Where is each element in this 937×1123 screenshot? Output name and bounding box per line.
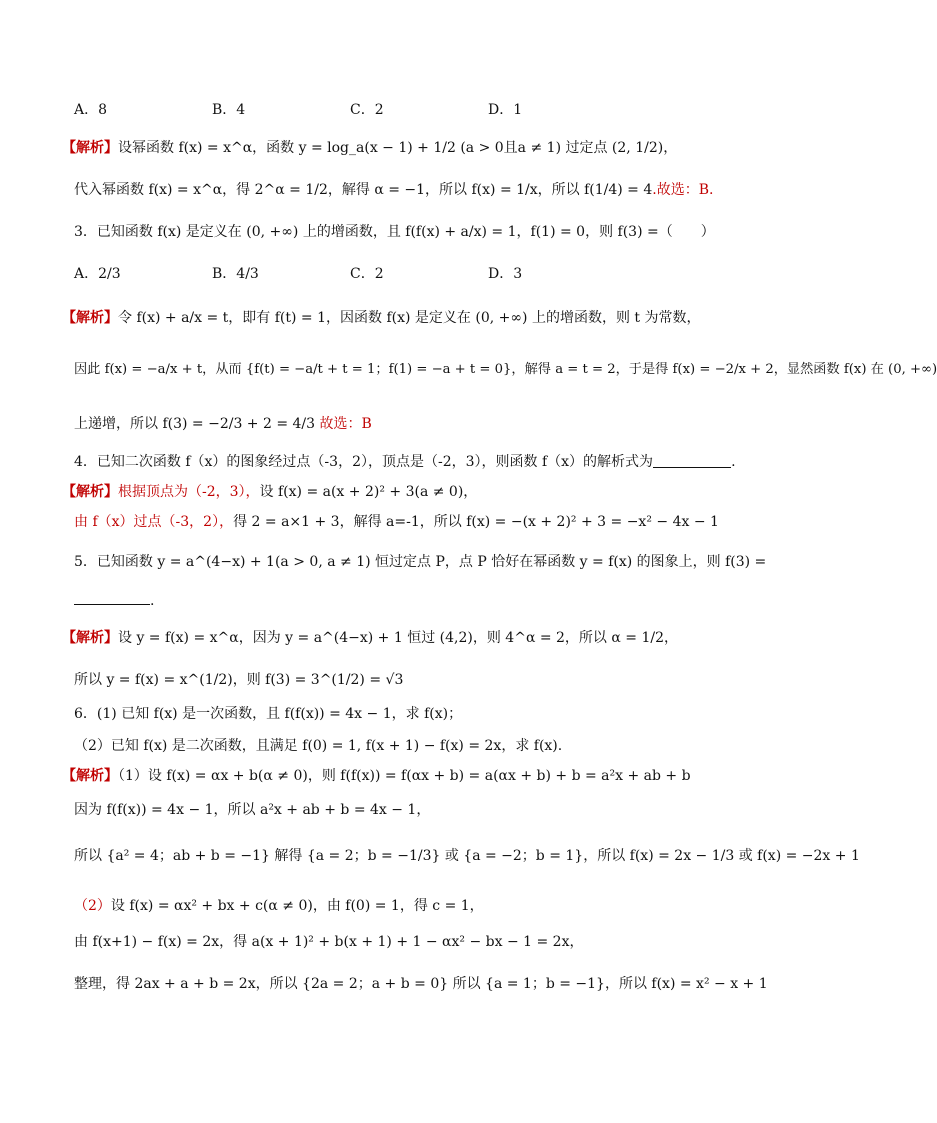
q6-part-1: 6．(1) 已知 f(x) 是一次函数，且 f(f(x)) = 4x − 1，求 f(x)； [74,706,463,722]
q5-solution-line-1 [62,628,734,648]
q3-options [74,264,734,284]
q2-answer: .故选：B. [652,182,714,198]
q6-solution-line-4 [74,896,734,916]
q4-solution-line-2 [74,512,734,532]
q6-solution-text-4a: （2） [74,898,111,914]
q6-solution-line-1 [62,766,734,786]
q6-solution-text-1b: 则 f(f(x)) = f(αx + b) = a(αx + b) + b = a²x + ab + b [321,768,691,784]
q2-solution-text-2: 代入幂函数 f(x) = x^α，得 2^α = 1/2，解得 α = −1，所以 f(x) = 1/x，所以 f(1/4) = 4 [74,182,653,198]
q2-solution-text-1: 设幂函数 f(x) = x^α，函数 y = log_a(x − 1) + 1/2 (a > 0且a ≠ 1) 过定点 (2, 1/2)， [118,140,678,156]
q4-solution-text-1b: 设 f(x) = a(x + 2)² + 3(a ≠ 0)， [259,484,478,500]
q3-option-b: B．4/3 [212,266,259,282]
q4-stem: 4．已知二次函数 f（x）的图象经过点（-3，2），顶点是（-2，3），则函数 f（x）的解析式为 . [74,454,736,470]
q6-solution-line-3: 所以 {a² = 4；ab + b = −1} 解得 {a = 2；b = −1/3} 或 {a = −2；b = 1}，所以 f(x) = 2x − 1/3 或 f(x) = −2x + 1 [74,848,860,864]
q5-answer-blank-line: . [74,590,734,611]
q4-solution-line-1 [62,482,734,502]
q6-solution-line-5: 由 f(x+1) − f(x) = 2x，得 a(x + 1)² + b(x + 1) + 1 − αx² − bx − 1 = 2x， [74,934,584,950]
q2-solution-line-1 [62,138,734,158]
q3-answer: 故选：B [319,416,372,432]
q3-stem: 3．已知函数 f(x) 是定义在 (0, +∞) 上的增函数，且 f(f(x) + a/x) = 1，f(1) = 0，则 f(3) =（ ） [74,224,715,240]
solution-tag: 【解析】 [62,484,118,500]
q4-solution-text-2a: 由 f（x）过点（-3，2）， [74,514,234,530]
q2-options [74,100,734,120]
q5-answer-blank [74,590,150,605]
solution-tag: 【解析】 [62,630,118,646]
q3-solution-text-1: 令 f(x) + a/x = t，即有 f(t) = 1，因函数 f(x) 是定义在 (0, +∞) 上的增函数，则 t 为常数， [118,310,701,326]
q6-solution-line-2: 因为 f(f(x)) = 4x − 1，所以 a²x + ab + b = 4x − 1， [74,802,431,818]
solution-tag: 【解析】 [62,140,118,156]
q6-part-2: （2）已知 f(x) 是二次函数，且满足 f(0) = 1, f(x + 1) − f(x) = 2x，求 f(x). [74,738,563,754]
q3-solution-line-2: 因此 f(x) = −a/x + t，从而 {f(t) = −a/t + t = 1；f(1) = −a + t = 0}，解得 a = t = 2，于是得 f(x) = −2/x + 2，显然函数 f(x) 在 (0, +∞) [74,362,937,377]
option-b: B．4 [212,102,246,118]
option-d: D．1 [488,102,523,118]
q5-solution-text-1: 设 y = f(x) = x^α，因为 y = a^(4−x) + 1 恒过 (4,2)，则 4^α = 2，所以 α = 1/2， [118,630,678,646]
q6-solution-line-6: 整理，得 2ax + a + b = 2x，所以 {2a = 2；a + b = 0} 所以 {a = 1；b = −1}，所以 f(x) = x² − x + 1 [74,976,768,992]
solution-tag: 【解析】 [62,310,118,326]
q4-solution-text-1a: 根据顶点为（-2，3）， [118,484,260,500]
q3-option-c: C．2 [350,266,384,282]
q2-solution-line-2 [74,180,734,200]
q4-stem-text: 4．已知二次函数 f（x）的图象经过点（-3，2），顶点是（-2，3），则函数 f（x）的解析式为 [74,454,654,470]
q3-solution-line-1 [62,308,734,328]
q3-solution-text-3: 上递增，所以 f(3) = −2/3 + 2 = 4/3 [74,416,316,432]
solution-tag: 【解析】 [62,768,118,784]
q3-option-d: D．3 [488,266,523,282]
option-c: C．2 [350,102,384,118]
q6-solution-text-4b: 设 f(x) = αx² + bx + c(α ≠ 0)，由 f(0) = 1，得 c = 1， [110,898,484,914]
q4-solution-text-2b: 得 2 = a×1 + 3，解得 a=-1，所以 f(x) = −(x + 2)² + 3 = −x² − 4x − 1 [233,514,719,530]
q4-answer-blank [653,453,731,468]
q5-stem: 5．已知函数 y = a^(4−x) + 1(a > 0, a ≠ 1) 恒过定点 P，点 P 恰好在幂函数 y = f(x) 的图象上，则 f(3) = [74,554,767,570]
q3-option-a: A．2/3 [74,266,121,282]
q5-solution-line-2: 所以 y = f(x) = x^(1/2)，则 f(3) = 3^(1/2) = √3 [74,672,404,688]
q3-solution-line-3 [74,414,734,434]
q6-solution-text-1a: （1）设 f(x) = αx + b(α ≠ 0)， [118,768,322,784]
option-a: A．8 [74,102,108,118]
